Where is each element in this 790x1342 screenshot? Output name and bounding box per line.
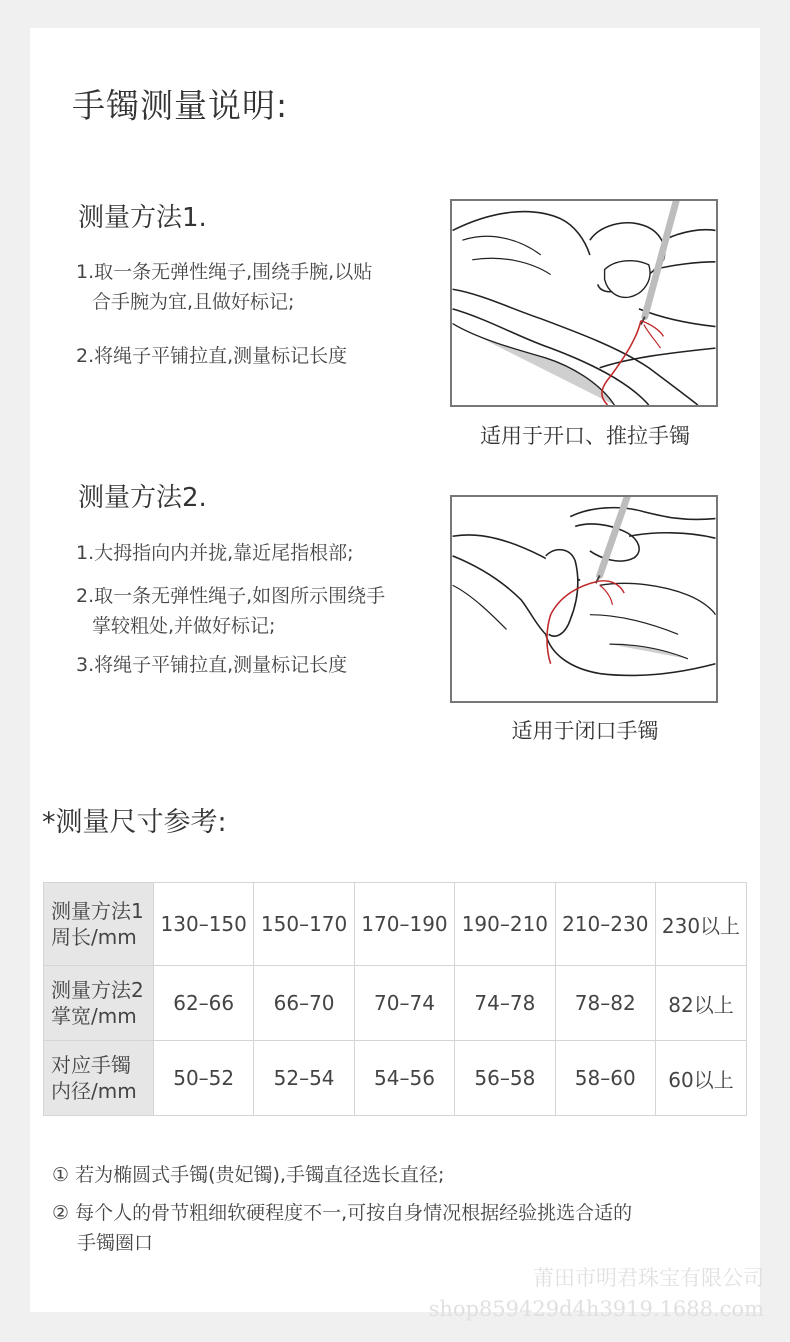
method2-step1-line1: 1.大拇指向内并拢,靠近尾指根部;: [76, 542, 354, 564]
method2-heading: 测量方法2.: [78, 483, 207, 513]
row-header-line2: 内径/mm: [51, 1079, 137, 1103]
row-header-line2: 周长/mm: [51, 925, 137, 949]
row-header-line1: 对应手镯: [51, 1053, 131, 1077]
method1-step2: [76, 341, 441, 371]
method1-step1: [76, 257, 441, 317]
table-row: [44, 883, 747, 966]
table-cell: 52–54: [254, 1041, 354, 1116]
table-cell: 50–52: [154, 1041, 254, 1116]
table-cell: 54–56: [354, 1041, 454, 1116]
method2-caption: 适用于闭口手镯: [511, 719, 659, 743]
row-header-line1: 测量方法1: [51, 899, 144, 923]
table-cell: 66–70: [254, 966, 354, 1041]
method2-step3-line1: 3.将绳子平铺拉直,测量标记长度: [76, 654, 348, 676]
table-cell: 210–230: [555, 883, 655, 966]
wrist-illustration-svg: [452, 201, 716, 405]
wrist-measure-illustration: [450, 199, 718, 407]
row-header: [44, 1041, 154, 1116]
table-cell: 150–170: [254, 883, 354, 966]
table-cell: 70–74: [354, 966, 454, 1041]
method1-step1-line1: 1.取一条无弹性绳子,围绕手腕,以贴: [76, 261, 373, 283]
size-table: [43, 882, 747, 1116]
watermark-url: shop859429d4h3919.1688.com: [428, 1297, 764, 1321]
method1-step2-line1: 2.将绳子平铺拉直,测量标记长度: [76, 345, 348, 367]
method2-step2: [76, 581, 441, 641]
row-header-line1: 测量方法2: [51, 978, 144, 1002]
method1-heading: 测量方法1.: [78, 203, 207, 233]
method1-caption: 适用于开口、推拉手镯: [480, 424, 690, 448]
table-cell: 60以上: [655, 1041, 746, 1116]
row-header: [44, 966, 154, 1041]
palm-illustration-svg: [452, 497, 716, 701]
table-cell: 82以上: [655, 966, 746, 1041]
note-2-line2: 手镯圈口: [77, 1232, 154, 1254]
table-cell: 58–60: [555, 1041, 655, 1116]
method2-step1: [76, 538, 441, 568]
row-header: [44, 883, 154, 966]
page-title: 手镯测量说明:: [72, 86, 289, 125]
note-2: [52, 1198, 742, 1258]
table-cell: 230以上: [655, 883, 746, 966]
watermark-company: 莆田市明君珠宝有限公司: [533, 1266, 764, 1290]
palm-measure-illustration: [450, 495, 718, 703]
row-header-line2: 掌宽/mm: [51, 1004, 137, 1028]
method1-step1-line2: 合手腕为宜,且做好标记;: [92, 291, 295, 313]
table-row: [44, 1041, 747, 1116]
method2-step2-line2: 掌较粗处,并做好标记;: [92, 615, 276, 637]
table-cell: 130–150: [154, 883, 254, 966]
note-1: [52, 1160, 742, 1190]
table-row: [44, 966, 747, 1041]
table-cell: 74–78: [455, 966, 555, 1041]
method2-step2-line1: 2.取一条无弹性绳子,如图所示围绕手: [76, 585, 386, 607]
note-1-line1: ① 若为椭圆式手镯(贵妃镯),手镯直径选长直径;: [52, 1164, 445, 1186]
table-cell: 62–66: [154, 966, 254, 1041]
table-cell: 170–190: [354, 883, 454, 966]
note-2-line1: ② 每个人的骨节粗细软硬程度不一,可按自身情况根据经验挑选合适的: [52, 1202, 633, 1224]
table-cell: 78–82: [555, 966, 655, 1041]
table-cell: 56–58: [455, 1041, 555, 1116]
method2-step3: [76, 650, 441, 680]
table-cell: 190–210: [455, 883, 555, 966]
size-reference-title: *测量尺寸参考:: [42, 807, 227, 838]
